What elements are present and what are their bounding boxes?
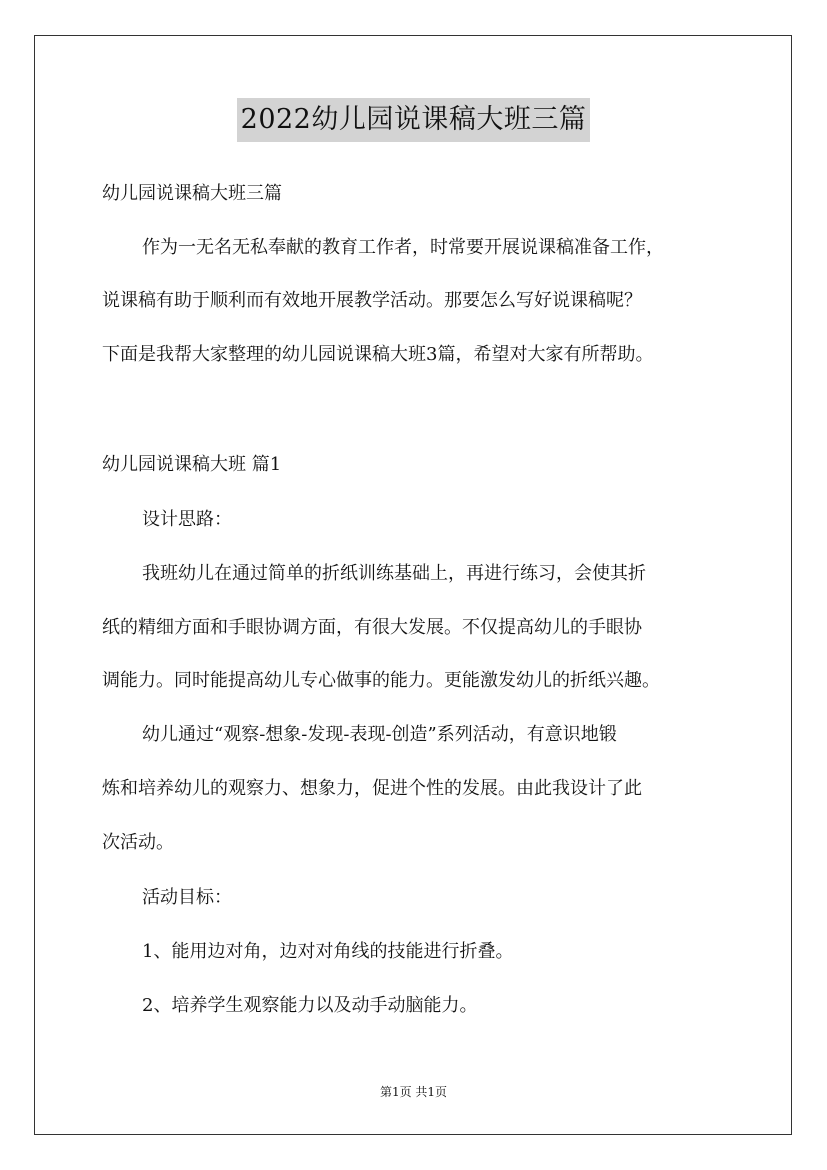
goal-item-2: 2、培养学生观察能力以及动手动脑能力。 bbox=[142, 995, 478, 1016]
design-para2-line-3: 次活动。 bbox=[102, 832, 174, 853]
design-para1-line-1: 我班幼儿在通过简单的折纸训练基础上，再进行练习，会使其折 bbox=[142, 563, 646, 584]
intro-line-3: 下面是我帮大家整理的幼儿园说课稿大班3篇，希望对大家有所帮助。 bbox=[102, 344, 654, 365]
goal-item-1: 1、能用边对角，边对对角线的技能进行折叠。 bbox=[142, 941, 514, 962]
document-title: 2022幼儿园说课稿大班三篇 bbox=[237, 98, 591, 142]
design-label: 设计思路： bbox=[142, 509, 232, 530]
intro-line-2: 说课稿有助于顺利而有效地开展教学活动。那要怎么写好说课稿呢？ bbox=[102, 290, 642, 311]
document-subtitle: 幼儿园说课稿大班三篇 bbox=[102, 183, 282, 204]
page-footer: 第1页 共1页 bbox=[379, 1085, 448, 1099]
design-para1-line-2: 纸的精细方面和手眼协调方面，有很大发展。不仅提高幼儿的手眼协 bbox=[102, 617, 642, 638]
intro-line-1: 作为一无名无私奉献的教育工作者，时常要开展说课稿准备工作， bbox=[142, 237, 664, 258]
design-para1-line-3: 调能力。同时能提高幼儿专心做事的能力。更能激发幼儿的折纸兴趣。 bbox=[102, 670, 660, 691]
section-heading: 幼儿园说课稿大班 篇1 bbox=[102, 454, 282, 475]
document-title-block bbox=[0, 98, 827, 142]
design-para2-line-1: 幼儿通过“观察-想象-发现-表现-创造”系列活动，有意识地锻 bbox=[142, 724, 617, 745]
design-para2-line-2: 炼和培养幼儿的观察力、想象力，促进个性的发展。由此我设计了此 bbox=[102, 778, 642, 799]
goals-label: 活动目标： bbox=[142, 887, 232, 908]
